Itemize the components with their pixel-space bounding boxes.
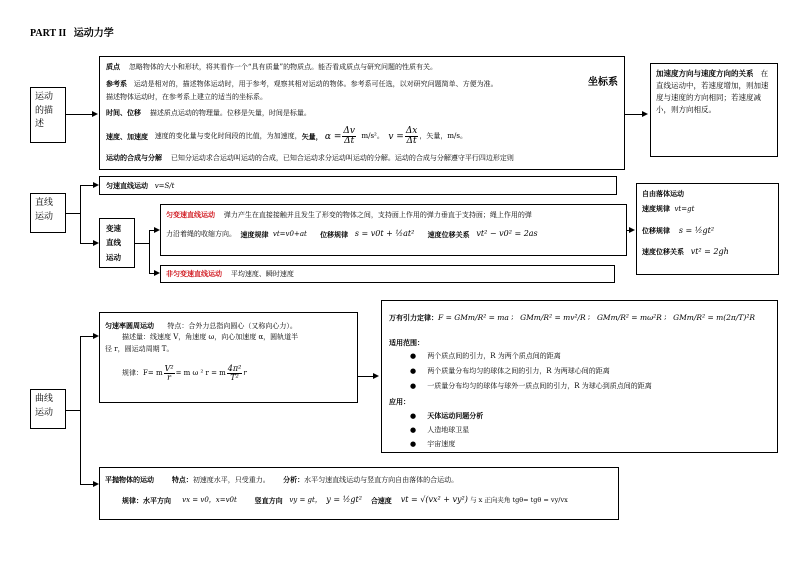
connector	[80, 336, 94, 337]
scope-item: ● 两个质点间的引力，R 为两个质点间的距离	[410, 352, 561, 360]
vel-unit: ，矢量，m/s。	[419, 132, 467, 141]
horiz-formula: vx = v0，x=v0t	[182, 495, 237, 504]
bullet-icon: ●	[410, 382, 417, 390]
projectile-title: 平抛物体的运动	[105, 475, 154, 484]
freefall-sd: vt² = 2gh	[690, 247, 729, 256]
connector	[66, 410, 80, 411]
comb-label: 合速度	[370, 495, 392, 505]
bullet-icon: ●	[410, 352, 417, 360]
curve-motion-label: 曲线运动	[30, 389, 66, 429]
horiz-label: 水平方向	[143, 495, 171, 505]
projectile-feature: 初速度水平，只受重力。	[192, 476, 270, 484]
connector	[149, 230, 150, 273]
nonuniform-text: 平均速度、瞬时速度	[230, 270, 294, 278]
projectile-box	[99, 467, 619, 520]
bullet-icon: ●	[410, 440, 417, 448]
acc-formula: α =	[324, 131, 342, 142]
comb-formula: vt = √(vx² + vy²)	[400, 495, 468, 504]
gravity-formula-4: GMm/R² = m(2π/T)²R	[673, 313, 755, 322]
scope-item: ● 两个质量分布均匀的球体之间的引力，R 为两球心间的距离	[410, 367, 610, 375]
connector	[80, 484, 94, 485]
gravity-formula-3: GMm/R² = mω²R	[596, 313, 662, 322]
circular-fraction-2: $\frac{\text{4π²}}{\text{T²}}$	[227, 364, 242, 383]
bullet-icon: ●	[410, 367, 417, 375]
compose-term: 运动的合成与分解	[106, 153, 162, 162]
connector	[66, 114, 94, 115]
scope-label: 适用范围：	[389, 338, 424, 347]
circular-fraction-1: $\frac{\text{V²}}{r}$	[164, 364, 174, 383]
connector	[358, 376, 374, 377]
angle-text: 与 x 正向夹角 tgθ= tgθ = vy/vx	[470, 496, 568, 505]
acc-unit: m/s²。	[361, 132, 384, 141]
arrow	[92, 111, 98, 117]
page-title: 运动力学	[73, 28, 114, 39]
circular-feature: 特点：合外力总指向圆心（又称向心力）。	[167, 322, 297, 330]
vector-label: 矢量，	[301, 132, 323, 142]
gravity-box: 万有引力定律： F = GMm/R² = ma ; GMm/R² = mv²/R ; GMm/R² = mω²R ; GMm/R² = m(2π/T)²R 适用范围： ● 两个质点间的引力，R 为两个质点间的距离 ● 两个质量分布均匀的球体之间的引力，R 为两球心间的距离 ● 一质量分布均匀的球体与球外一质点间的引力，R 为球心到质点间的距离 应用： ● 天体运动问题分析 ● 人造地球卫星 ● 宇宙速度	[381, 300, 778, 453]
circular-law-end: r	[243, 369, 247, 378]
compose-text: 已知分运动求合运动叫运动的合成，已知合运动求分运动叫运动的分解。运动的合成与分解遵守平行四边形定则	[170, 154, 514, 162]
freefall-title: 自由落体运动	[642, 189, 684, 198]
part-label: PART II 运动力学	[30, 28, 114, 39]
acc-fraction: $\frac{\Delta v}{\Delta t}$	[343, 126, 355, 147]
circular-law-mid: = m ω ² r = m	[175, 369, 226, 378]
reference-text: 运动是相对的，描述物体运动时，用于参考，观察其相对运动的物体。参考系可任选，以对研究问题简单、方便为准。	[133, 80, 498, 88]
speed-disp-label: 速度位移关系	[427, 229, 470, 239]
freefall-disp-label: 位移规律	[642, 226, 670, 235]
gravity-formula-2: GMm/R² = mv²/R	[520, 313, 586, 322]
vert-formula-2: y = ½gt²	[326, 495, 362, 504]
freefall-box	[636, 183, 779, 275]
nonuniform-label: 非匀变速直线运动	[166, 269, 222, 278]
connector	[135, 243, 149, 244]
disp-law-label: 位移规律	[320, 229, 349, 239]
app-label: 应用：	[389, 397, 410, 406]
vel-formula: v =	[388, 131, 404, 142]
speed-law: vt=v0+at	[272, 229, 307, 238]
connector	[80, 336, 81, 484]
freefall-speed-label: 速度规律	[642, 204, 670, 213]
particle-term: 质点	[106, 62, 120, 71]
nonuniform-box	[160, 265, 615, 283]
app-item: ● 天体运动问题分析	[410, 411, 484, 420]
uva-text-2: 力沿着绳的收缩方向。	[166, 229, 236, 238]
variable-motion-label: 变速直线运动	[99, 218, 135, 268]
connector	[80, 185, 81, 243]
projectile-feature-label: 特点：	[171, 475, 193, 484]
uniform-label: 匀速直线运动	[106, 181, 148, 190]
circular-desc-2: 径 r，圆运动周期 T。	[105, 345, 174, 353]
uva-label: 匀变速直线运动	[166, 210, 215, 219]
speed-text: 速度的变化量与变化时间段的比值，为加速度，	[154, 132, 302, 141]
connector	[66, 213, 80, 214]
connector	[625, 114, 643, 115]
acc-direction-box	[650, 63, 778, 157]
scope-item: ● 一质量分布均匀的球体与球外一质点间的引力，R 为球心到质点间的距离	[410, 382, 652, 390]
projectile-analysis-label: 分析：	[283, 475, 305, 484]
arrow	[642, 111, 648, 117]
reference-term: 参考系	[106, 79, 127, 88]
circular-law-label: 规律：F= m	[122, 369, 163, 378]
gravity-formula-1: F = GMm/R² = ma	[438, 313, 509, 322]
particle-text: 忽略物体的大小和形状，将其看作一个“具有质量”的物质点。能否看成质点与研究问题的性质有关。	[128, 63, 438, 71]
speed-term: 速度、加速度	[106, 132, 148, 142]
arrow	[629, 227, 635, 233]
vert-formula: vy = gt，	[289, 495, 322, 504]
circular-title: 匀速率圆周运动	[105, 321, 154, 330]
freefall-disp: s = ½gt²	[678, 226, 715, 235]
disp-law: s = v0t + ½at²	[354, 229, 415, 238]
time-text: 描述质点运动的物理量。位移是矢量，时间是标量。	[149, 109, 311, 117]
freefall-sd-label: 速度位移关系	[642, 247, 684, 256]
connector	[80, 243, 94, 244]
vert-label: 竖直方向	[254, 495, 283, 505]
acc-direction-text: 在直线运动中，若速度增加，则加速度与速度的方向相同；若速度减小，则方向相反。	[656, 69, 769, 114]
uniform-motion-box	[99, 176, 617, 195]
connector	[80, 185, 94, 186]
uva-box	[160, 204, 627, 256]
speed-law-label: 速度规律	[240, 229, 269, 239]
bullet-icon: ●	[410, 426, 417, 434]
gravity-label: 万有引力定律：	[389, 313, 438, 323]
acc-direction-title: 加速度方向与速度方向的关系	[656, 69, 754, 78]
motion-desc-label: 运动的描述	[30, 87, 66, 143]
arrow	[373, 373, 379, 379]
linear-motion-label: 直线运动	[30, 193, 66, 233]
law-label: 规律：	[122, 495, 143, 505]
speed-disp: vt² − v0² = 2as	[476, 229, 538, 238]
freefall-speed: vt=gt	[674, 205, 695, 213]
uniform-formula: v=S/t	[154, 182, 175, 190]
vel-fraction: $\frac{\Delta x}{\Delta t}$	[405, 126, 418, 147]
circular-desc: 描述量：线速度 V，角速度 ω，向心加速度 α，圆轨道半	[122, 333, 299, 341]
circular-motion-box	[99, 312, 358, 403]
coord-text: 描述物体运动时，在参考系上建立的适当的坐标系。	[106, 93, 267, 101]
uva-text: 弹力产生在直接接触并且发生了形变的物体之间，支持面上作用的弹力垂直于支持面；绳上作用的弹	[223, 211, 532, 219]
motion-desc-box	[99, 56, 625, 170]
app-item: ● 宇宙速度	[410, 440, 456, 448]
coord-term: 坐标系	[588, 77, 618, 88]
bullet-icon: ●	[410, 412, 417, 420]
projectile-analysis: 水平匀速直线运动与竖直方向自由落体的合运动。	[304, 476, 459, 484]
time-term: 时间、位移	[106, 108, 141, 117]
app-item: ● 人造地球卫星	[410, 426, 470, 434]
